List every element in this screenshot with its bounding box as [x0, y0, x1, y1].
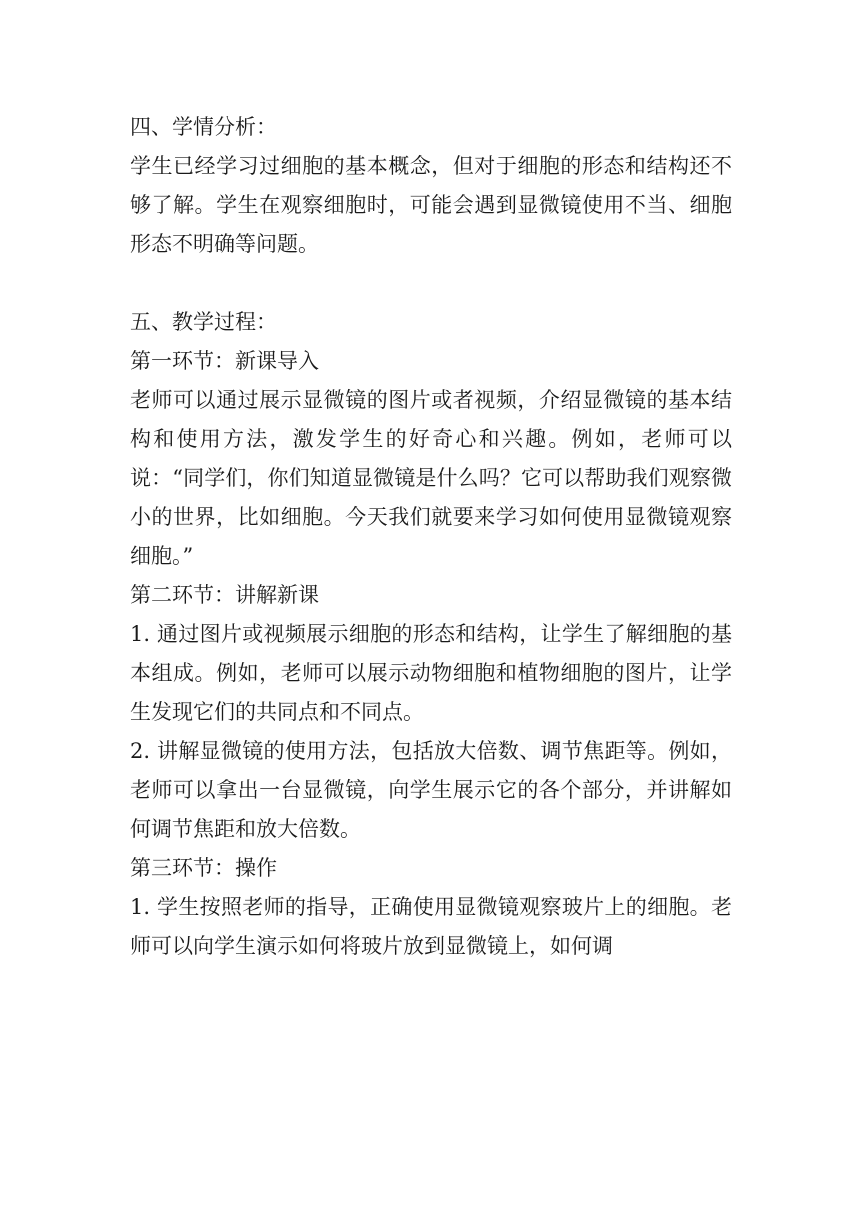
step-1-heading: 第一环节：新课导入	[130, 349, 319, 373]
section-4-paragraph: 学生已经学习过细胞的基本概念，但对于细胞的形态和结构还不够了解。学生在观察细胞时，可能会遇到显微镜使用不当、细胞形态不明确等问题。	[130, 154, 732, 256]
step-2-item-1: 1. 通过图片或视频展示细胞的形态和结构，让学生了解细胞的基本组成。例如，老师可以展示动物细胞和植物细胞的图片，让学生发现它们的共同点和不同点。	[130, 622, 732, 724]
section-4-heading: 四、学情分析：	[130, 115, 277, 139]
step-3-heading: 第三环节：操作	[130, 856, 277, 880]
step-3-item-1: 1. 学生按照老师的指导，正确使用显微镜观察玻片上的细胞。老师可以向学生演示如何将玻片放到显微镜上，如何调	[130, 895, 732, 958]
step-2-heading: 第二环节：讲解新课	[130, 583, 319, 607]
section-5-heading: 五、教学过程：	[130, 310, 277, 334]
step-2-item-2: 2. 讲解显微镜的使用方法，包括放大倍数、调节焦距等。例如，老师可以拿出一台显微镜，向学生展示它的各个部分，并讲解如何调节焦距和放大倍数。	[130, 739, 732, 841]
document-content	[130, 108, 732, 966]
step-1-paragraph: 老师可以通过展示显微镜的图片或者视频，介绍显微镜的基本结构和使用方法，激发学生的好奇心和兴趣。例如，老师可以说：“同学们，你们知道显微镜是什么吗？它可以帮助我们观察微小的世界，比如细胞。今天我们就要来学习如何使用显微镜观察细胞。”	[130, 388, 732, 568]
section-spacer	[130, 264, 732, 303]
